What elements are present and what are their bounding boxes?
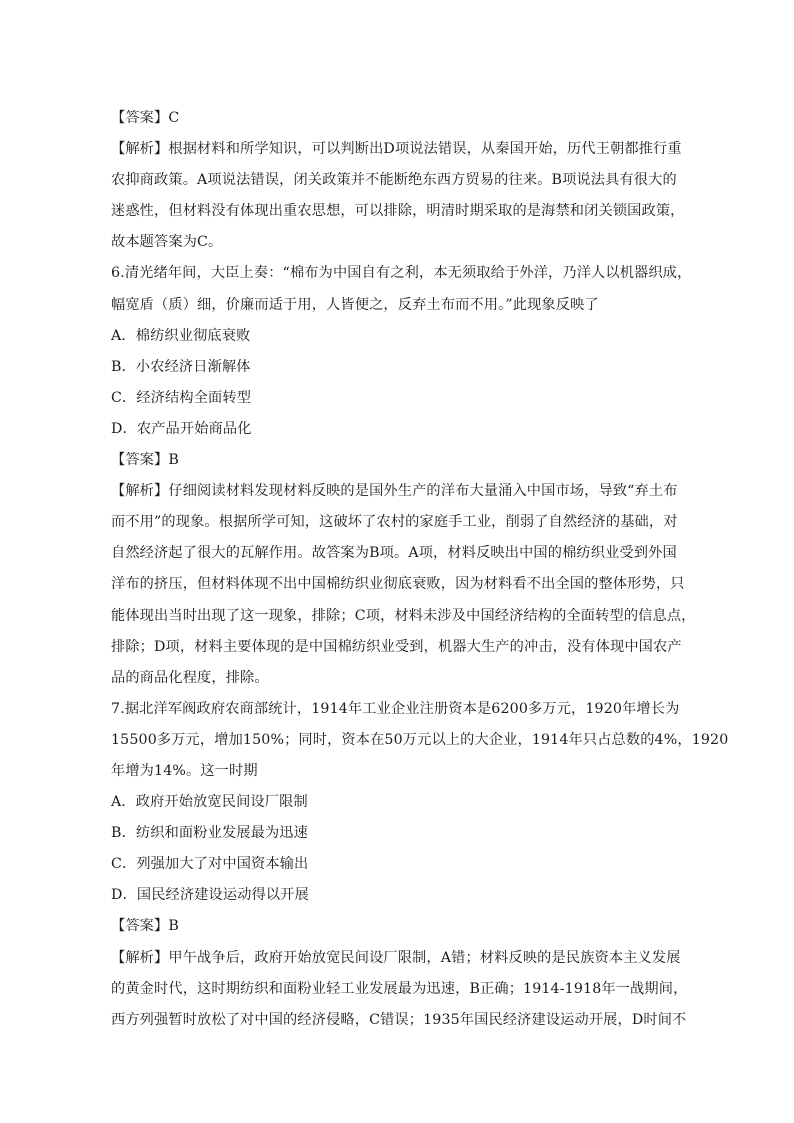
question-6-option-b: B．小农经济日渐解体 <box>111 358 251 375</box>
question-6-stem-line-1: 6.清光绪年间，大臣上奏：“棉布为中国自有之利，本无须取给于外洋，乃洋人以机器织成， <box>111 265 692 282</box>
answer-label-q6: 【答案】B <box>111 452 179 469</box>
analysis-q6-line-7: 品的商品化程度，排除。 <box>111 669 269 686</box>
question-6-option-a: A．棉纺织业彻底衰败 <box>111 327 251 344</box>
document-body <box>111 103 729 1036</box>
question-7-stem-line-1: 7.据北洋军阀政府农商部统计，1914年工业企业注册资本是6200多万元，1920年增长为 <box>111 700 680 717</box>
question-6-option-c: C．经济结构全面转型 <box>111 389 252 406</box>
question-6-option-d: D．农产品开始商品化 <box>111 420 252 437</box>
question-7-stem-line-3: 年增为14%。这一时期 <box>111 762 258 779</box>
analysis-q6-line-3: 自然经济起了很大的瓦解作用。故答案为B项。A项，材料反映出中国的棉纺织业受到外国 <box>111 545 677 562</box>
question-7-option-c: C．列强加大了对中国资本输出 <box>111 856 309 873</box>
analysis-q6-line-5: 能体现出当时出现了这一现象，排除；C项，材料未涉及中国经济结构的全面转型的信息点， <box>111 607 696 624</box>
question-7-stem-line-2: 15500多万元，增加150%；同时，资本在50万元以上的大企业，1914年只占总数的4%，1920 <box>111 731 729 748</box>
analysis-q5-line-3: 迷惑性，但材料没有体现出重农思想，可以排除，明清时期采取的是海禁和闭关锁国政策， <box>111 203 685 220</box>
analysis-q6-line-1: 【解析】仔细阅读材料发现材料反映的是国外生产的洋布大量涌入中国市场，导致“弃土布 <box>111 483 678 500</box>
question-7-option-b: B．纺织和面粉业发展最为迅速 <box>111 825 308 842</box>
analysis-q5-line-1: 【解析】根据材料和所学知识，可以判断出D项说法错误，从秦国开始，历代王朝都推行重 <box>111 141 682 158</box>
question-7-option-a: A．政府开始放宽民间设厂限制 <box>111 794 308 811</box>
analysis-q7-line-2: 的黄金时代，这时期纺织和面粉业轻工业发展最为迅速，B正确；1914-1918年一战期间， <box>111 980 688 997</box>
answer-label-q5: 【答案】C <box>111 110 180 126</box>
question-6-stem-line-2: 幅宽盾（质）细，价廉而适于用，人皆便之，反弃土布而不用。”此现象反映了 <box>111 296 599 313</box>
answer-label-q7: 【答案】B <box>111 918 179 935</box>
question-7-option-d: D．国民经济建设运动得以开展 <box>111 887 309 904</box>
analysis-q5-line-2: 农抑商政策。A项说法错误，闭关政策并不能断绝东西方贸易的往来。B项说法具有很大的 <box>111 172 677 189</box>
analysis-q5-line-4: 故本题答案为C。 <box>111 234 223 251</box>
analysis-q6-line-6: 排除；D项，材料主要体现的是中国棉纺织业受到，机器大生产的冲击，没有体现中国农产 <box>111 638 682 655</box>
analysis-q6-line-4: 洋布的挤压，但材料体现不出中国棉纺织业彻底衰败，因为材料看不出全国的整体形势，只 <box>111 576 685 593</box>
analysis-q6-line-2: 而不用”的现象。根据所学可知，这破坏了农村的家庭手工业，削弱了自然经济的基础，对 <box>111 514 678 531</box>
analysis-q7-line-3: 西方列强暂时放松了对中国的经济侵略，C错误；1935年国民经济建设运动开展，D时间不 <box>111 1011 687 1028</box>
analysis-q7-line-1: 【解析】甲午战争后，政府开始放宽民间设厂限制，A错；材料反映的是民族资本主义发展 <box>111 949 681 966</box>
